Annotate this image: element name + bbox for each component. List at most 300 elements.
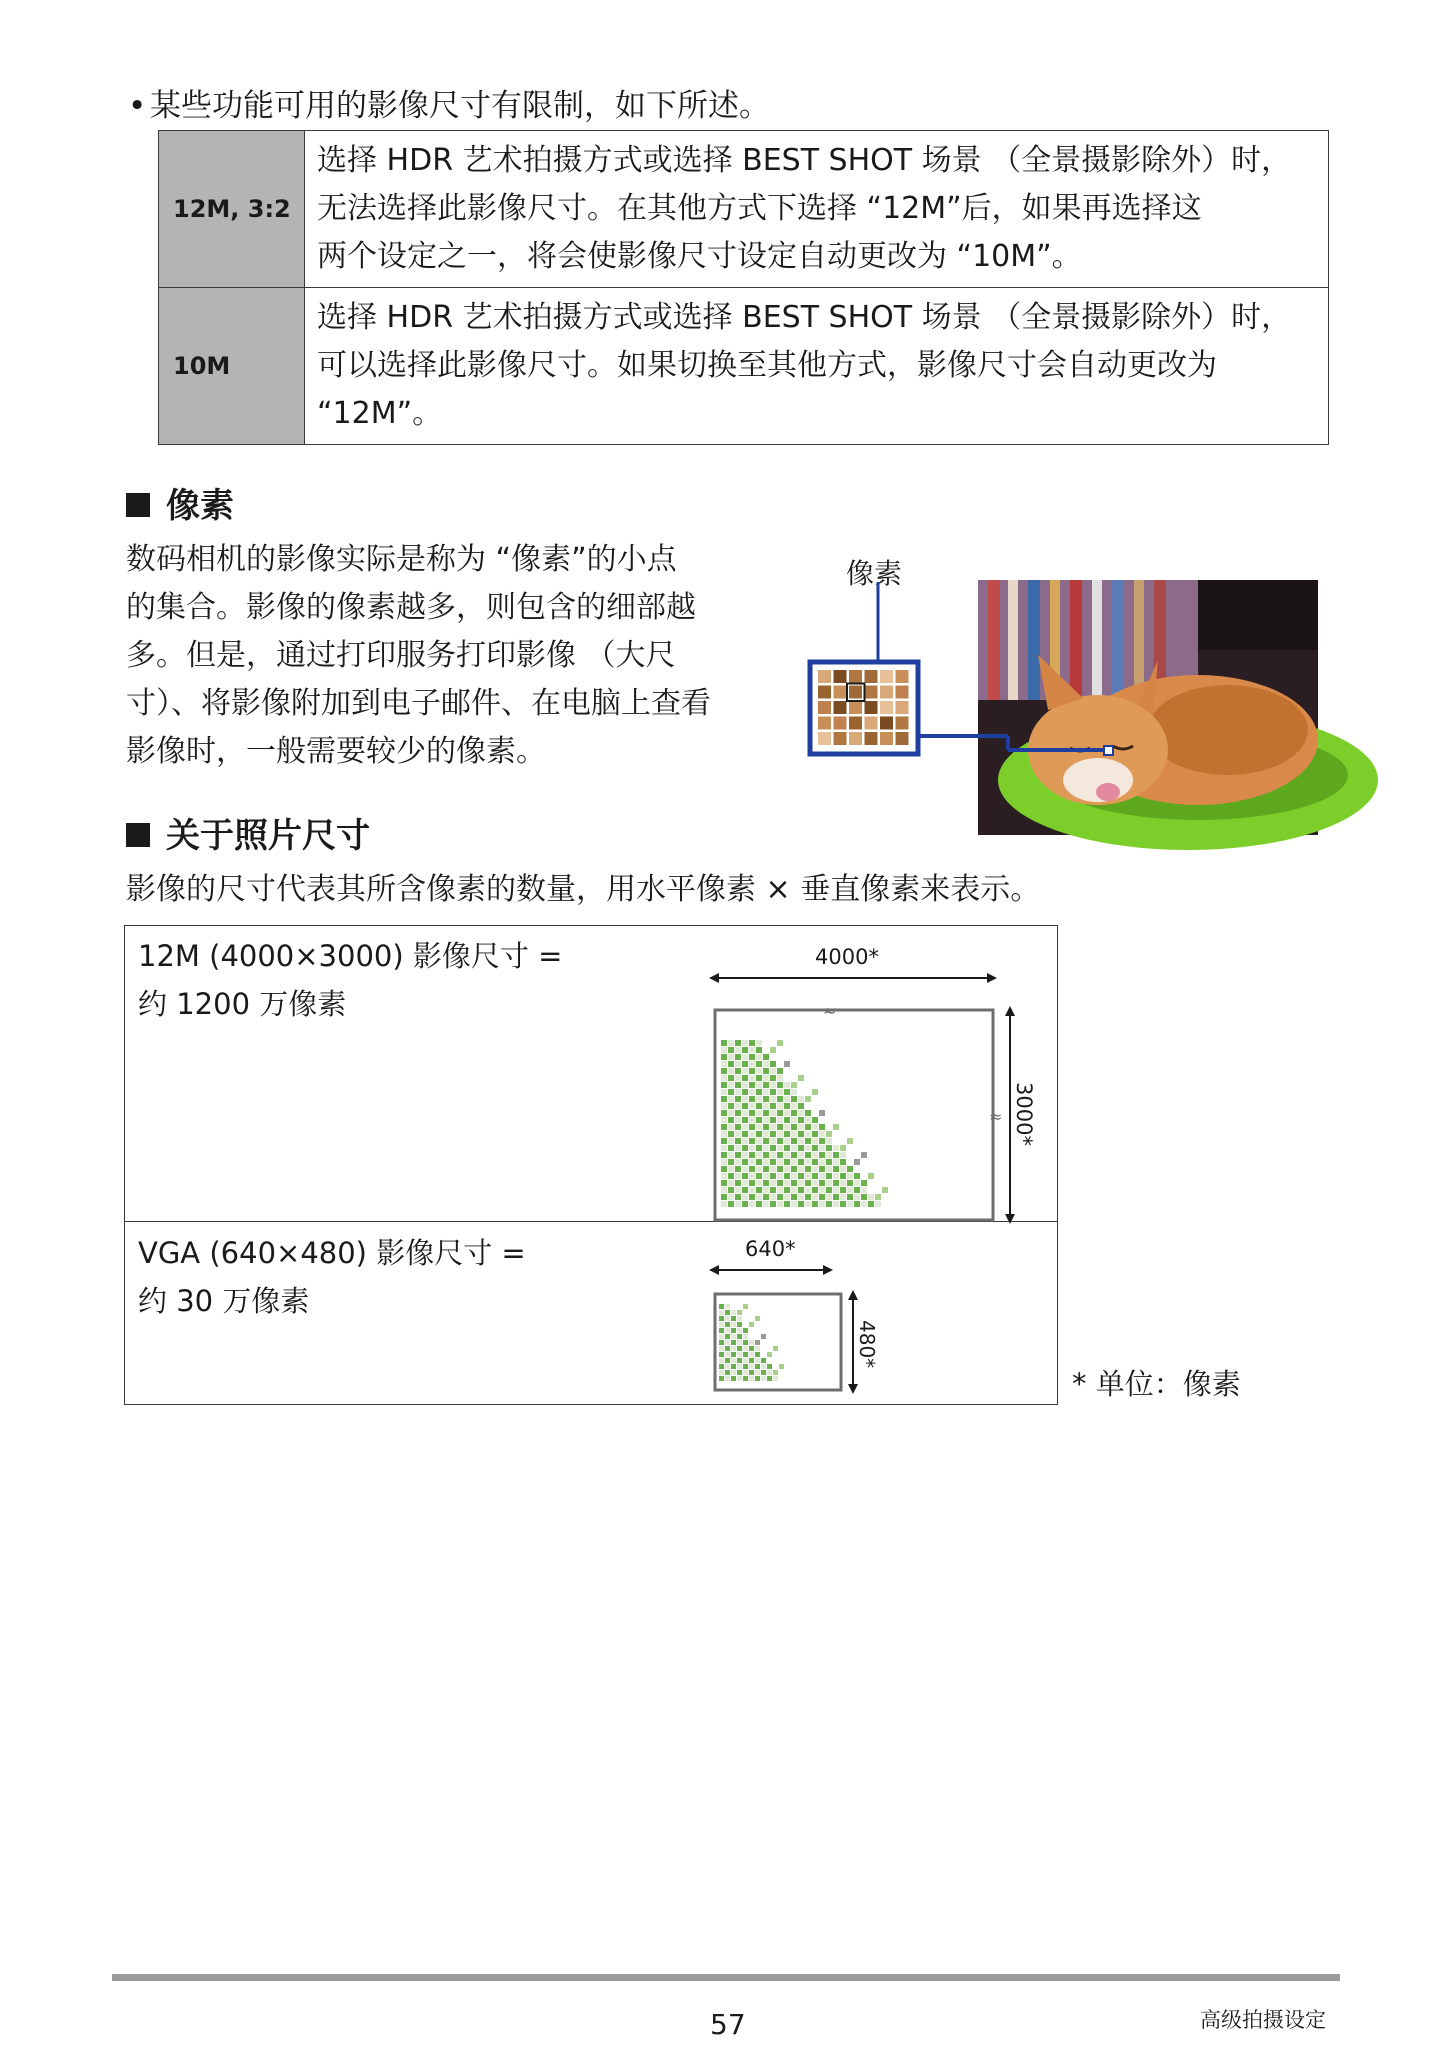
mosaic-cell — [763, 1173, 769, 1179]
mosaic-cell — [755, 1316, 760, 1321]
example-12m-text — [138, 932, 562, 1028]
pixel-cell — [818, 701, 831, 714]
pixel-cell — [849, 686, 862, 699]
mosaic-cell — [798, 1117, 804, 1123]
mosaic-cell — [742, 1110, 748, 1116]
mosaic-cell — [819, 1159, 825, 1165]
mosaic-cell — [721, 1089, 727, 1095]
mosaic-cell — [812, 1194, 818, 1200]
mosaic-cell — [743, 1358, 748, 1363]
mosaic-cell — [784, 1117, 790, 1123]
mosaic-cell — [735, 1145, 741, 1151]
mosaic-cell — [777, 1152, 783, 1158]
mosaic-cell — [770, 1047, 776, 1053]
mosaic-cell — [755, 1346, 760, 1351]
mosaic-cell — [721, 1110, 727, 1116]
mosaic-cell — [791, 1082, 797, 1088]
mosaic-cell — [798, 1103, 804, 1109]
pixel-cell — [849, 732, 862, 745]
pixel-cell — [896, 717, 909, 730]
mosaic-cell — [770, 1110, 776, 1116]
mosaic-cell — [819, 1194, 825, 1200]
pixel-cell — [834, 701, 847, 714]
mosaic-cell — [721, 1159, 727, 1165]
mosaic-cell — [833, 1159, 839, 1165]
mosaic-cell — [798, 1180, 804, 1186]
mosaic-cell — [749, 1096, 755, 1102]
mosaic-cell — [777, 1187, 783, 1193]
mosaic-cell — [854, 1187, 860, 1193]
mosaic-cell — [749, 1075, 755, 1081]
mosaic-cell — [756, 1180, 762, 1186]
mosaic-cell — [819, 1180, 825, 1186]
mosaic-cell — [728, 1047, 734, 1053]
mosaic-cell — [742, 1040, 748, 1046]
mosaic-cell — [749, 1054, 755, 1060]
mosaic-cell — [798, 1124, 804, 1130]
mosaic-cell — [805, 1110, 811, 1116]
mosaic-cell — [875, 1201, 881, 1207]
mosaic-cell — [731, 1310, 736, 1315]
mosaic-cell — [777, 1159, 783, 1165]
mosaic-cell — [728, 1110, 734, 1116]
mosaic-cell — [743, 1328, 748, 1333]
pixel-cell — [818, 670, 831, 683]
mosaic-cell — [840, 1187, 846, 1193]
break-mark-icon: ≈ — [823, 1001, 837, 1020]
mosaic-cell — [826, 1201, 832, 1207]
mosaic-cell — [749, 1201, 755, 1207]
mosaic-cell — [812, 1180, 818, 1186]
mosaic-cell — [770, 1166, 776, 1172]
mosaic-cell — [749, 1187, 755, 1193]
mosaic-cell — [725, 1316, 730, 1321]
mosaic-cell — [763, 1152, 769, 1158]
intro-bullet-line — [128, 84, 770, 128]
example-line: 12M (4000×3000) 影像尺寸 = — [138, 939, 563, 973]
mosaic-cell — [763, 1145, 769, 1151]
mosaic-cell — [761, 1364, 766, 1369]
pixel-cell — [834, 717, 847, 730]
mosaic-cell — [749, 1352, 754, 1357]
mosaic-cell — [728, 1117, 734, 1123]
mosaic-cell — [719, 1346, 724, 1351]
mosaic-cell — [875, 1194, 881, 1200]
mosaic-cell — [763, 1110, 769, 1116]
mosaic-cell — [735, 1047, 741, 1053]
mosaic-cell — [798, 1194, 804, 1200]
example-line: 约 1200 万像素 — [138, 987, 347, 1021]
pixel-cell — [880, 717, 893, 730]
mosaic-cell — [731, 1346, 736, 1351]
mosaic-cell — [756, 1068, 762, 1074]
mosaic-cell — [798, 1096, 804, 1102]
mosaic-cell — [742, 1096, 748, 1102]
mosaic-cell — [812, 1201, 818, 1207]
desc-line: 无法选择此影像尺寸。在其他方式下选择 “12M”后，如果再选择这 — [317, 191, 1202, 226]
mosaic-cell — [725, 1310, 730, 1315]
mosaic-cell — [833, 1180, 839, 1186]
footer-section-label: 高级拍摄设定 — [1200, 2008, 1326, 2032]
mosaic-cell — [749, 1138, 755, 1144]
mosaic-cell — [721, 1187, 727, 1193]
mosaic-cell — [777, 1082, 783, 1088]
mosaic-cell — [791, 1138, 797, 1144]
page-number: 57 — [710, 2008, 746, 2041]
pixel-diagram-label: 像素 — [846, 557, 903, 590]
mosaic-cell — [756, 1152, 762, 1158]
mosaic-cell — [719, 1304, 724, 1309]
mosaic-cell — [833, 1145, 839, 1151]
mosaic-cell — [833, 1166, 839, 1172]
mosaic-cell — [763, 1082, 769, 1088]
mosaic-cell — [826, 1131, 832, 1137]
desc-line: 可以选择此影像尺寸。如果切换至其他方式，影像尺寸会自动更改为 — [317, 348, 1217, 383]
bullet-icon: • — [128, 88, 147, 124]
mosaic-cell — [819, 1124, 825, 1130]
mosaic-cell — [763, 1054, 769, 1060]
mosaic-cell — [763, 1124, 769, 1130]
mosaic-cell — [742, 1054, 748, 1060]
mosaic-cell — [798, 1131, 804, 1137]
height-label: 3000* — [1012, 1082, 1036, 1146]
pixel-cell — [880, 732, 893, 745]
mosaic-cell — [728, 1166, 734, 1172]
pixel-cell — [849, 670, 862, 683]
mosaic-cell — [735, 1075, 741, 1081]
mosaic-cell — [805, 1201, 811, 1207]
mosaic-cell — [728, 1138, 734, 1144]
mosaic-cell — [767, 1364, 772, 1369]
mosaic-cell — [798, 1201, 804, 1207]
mosaic-cell — [756, 1103, 762, 1109]
mosaic-cell — [812, 1131, 818, 1137]
mosaic-cell — [840, 1166, 846, 1172]
mosaic-cell — [721, 1061, 727, 1067]
mosaic-cell — [798, 1110, 804, 1116]
mosaic-cell — [777, 1117, 783, 1123]
mosaic-cell — [847, 1173, 853, 1179]
mosaic-cell — [784, 1110, 790, 1116]
mosaic-cell — [805, 1138, 811, 1144]
mosaic-cell — [719, 1370, 724, 1375]
mosaic-cell — [725, 1340, 730, 1345]
mosaic-cell — [826, 1194, 832, 1200]
mosaic-cell — [719, 1322, 724, 1327]
mosaic-cell — [728, 1173, 734, 1179]
mosaic-cell — [812, 1145, 818, 1151]
mosaic-cell — [749, 1322, 754, 1327]
mosaic-cell — [805, 1117, 811, 1123]
mosaic-cell — [761, 1376, 766, 1381]
mosaic-cell — [784, 1131, 790, 1137]
mosaic-cell — [812, 1124, 818, 1130]
mosaic-cell — [812, 1117, 818, 1123]
mosaic-cell — [728, 1180, 734, 1186]
pixel-cell — [880, 686, 893, 699]
mosaic-cell — [728, 1159, 734, 1165]
mosaic-cell — [854, 1180, 860, 1186]
mosaic-cell — [756, 1124, 762, 1130]
mosaic-cell — [761, 1370, 766, 1375]
mosaic-cell — [756, 1194, 762, 1200]
mosaic-cell — [840, 1201, 846, 1207]
mosaic-cell — [805, 1152, 811, 1158]
mosaic-cell — [735, 1173, 741, 1179]
mosaic-cell — [728, 1040, 734, 1046]
mosaic-cell — [749, 1124, 755, 1130]
pixel-cell — [849, 701, 862, 714]
mosaic-cell — [719, 1358, 724, 1363]
mosaic-cell — [819, 1152, 825, 1158]
mosaic-cell — [798, 1187, 804, 1193]
mosaic-cell — [756, 1096, 762, 1102]
mosaic-cell — [749, 1110, 755, 1116]
mosaic-cell — [721, 1201, 727, 1207]
section-square-icon — [126, 823, 150, 847]
mosaic-cell — [755, 1364, 760, 1369]
mosaic-cell — [721, 1096, 727, 1102]
mosaic-cell — [770, 1068, 776, 1074]
mosaic-cell — [735, 1040, 741, 1046]
mosaic-cell — [763, 1166, 769, 1172]
mosaic-cell — [735, 1187, 741, 1193]
mosaic-cell — [847, 1201, 853, 1207]
mosaic-cell — [840, 1173, 846, 1179]
mosaic-cell — [826, 1166, 832, 1172]
mosaic-cell — [721, 1103, 727, 1109]
mosaic-cell — [791, 1103, 797, 1109]
desc-line: “12M”。 — [317, 396, 443, 431]
mosaic-cell — [798, 1173, 804, 1179]
mosaic-cell — [847, 1138, 853, 1144]
mosaic-cell — [749, 1180, 755, 1186]
mosaic-cell — [770, 1082, 776, 1088]
image-vga-diagram — [705, 1234, 905, 1414]
mosaic-cell — [805, 1173, 811, 1179]
mosaic-cell — [737, 1328, 742, 1333]
mosaic-cell — [798, 1075, 804, 1081]
mosaic-cell — [756, 1201, 762, 1207]
mosaic-cell — [791, 1173, 797, 1179]
mosaic-cell — [784, 1152, 790, 1158]
mosaic-cell — [735, 1061, 741, 1067]
mosaic-cell — [735, 1159, 741, 1165]
mosaic-cell — [749, 1068, 755, 1074]
mosaic-cell — [737, 1310, 742, 1315]
mosaic-cell — [784, 1061, 790, 1067]
mosaic-cell — [737, 1376, 742, 1381]
mosaic-cell — [735, 1054, 741, 1060]
mosaic-cell — [737, 1364, 742, 1369]
mosaic-cell — [847, 1166, 853, 1172]
mosaic-cell — [728, 1082, 734, 1088]
mosaic-cell — [735, 1110, 741, 1116]
mosaic-cell — [742, 1103, 748, 1109]
mosaic-cell — [756, 1166, 762, 1172]
mosaic-cell — [805, 1180, 811, 1186]
mosaic-cell — [770, 1131, 776, 1137]
mosaic-cell — [791, 1166, 797, 1172]
mosaic-cell — [763, 1068, 769, 1074]
mosaic-cell — [770, 1152, 776, 1158]
pixel-cell — [818, 686, 831, 699]
mosaic-cell — [749, 1364, 754, 1369]
pixel-cell — [896, 732, 909, 745]
mosaic-cell — [819, 1187, 825, 1193]
mosaic-cell — [798, 1152, 804, 1158]
desc-line: 选择 HDR 艺术拍摄方式或选择 BEST SHOT 场景 （全景摄影除外）时， — [317, 300, 1292, 335]
mosaic-cell — [756, 1082, 762, 1088]
mosaic-cell — [767, 1352, 772, 1357]
mosaic-cell — [731, 1376, 736, 1381]
mosaic-cell — [721, 1173, 727, 1179]
mosaic-cell — [777, 1201, 783, 1207]
pixel-cell — [865, 701, 878, 714]
pixels-title-text: 像素 — [166, 486, 234, 526]
mosaic-cell — [777, 1194, 783, 1200]
mosaic-cell — [819, 1131, 825, 1137]
width-label: 4000* — [815, 945, 879, 969]
mosaic-cell — [840, 1145, 846, 1151]
mosaic-cell — [784, 1187, 790, 1193]
mosaic-cell — [791, 1117, 797, 1123]
mosaic-cell — [770, 1194, 776, 1200]
mosaic-cell — [735, 1166, 741, 1172]
example-vga-text — [138, 1229, 526, 1325]
mosaic-cell — [756, 1117, 762, 1123]
mosaic-cell — [721, 1082, 727, 1088]
size-key-cell: 10M — [159, 288, 305, 445]
width-label: 640* — [745, 1237, 796, 1261]
mosaic-cell — [756, 1145, 762, 1151]
mosaic-cell — [784, 1173, 790, 1179]
unit-note: * 单位：像素 — [1072, 1367, 1241, 1401]
mosaic-cell — [773, 1346, 778, 1351]
mosaic-cell — [735, 1131, 741, 1137]
mosaic-cell — [742, 1131, 748, 1137]
mosaic-cell — [833, 1194, 839, 1200]
photo-size-section-title — [126, 808, 370, 857]
mosaic-cell — [812, 1159, 818, 1165]
mosaic-cell — [721, 1152, 727, 1158]
mosaic-cell — [784, 1089, 790, 1095]
mosaic-cell — [735, 1117, 741, 1123]
mosaic-cell — [847, 1180, 853, 1186]
para-line: 数码相机的影像实际是称为 “像素”的小点 — [126, 542, 677, 577]
mosaic-cell — [742, 1089, 748, 1095]
mosaic-cell — [812, 1166, 818, 1172]
photo-size-title-text: 关于照片尺寸 — [166, 816, 370, 856]
mosaic-cell — [737, 1340, 742, 1345]
mosaic-cell — [763, 1187, 769, 1193]
mosaic-cell — [791, 1124, 797, 1130]
mosaic-cell — [779, 1364, 784, 1369]
pixel-grid — [810, 662, 918, 754]
mosaic-cell — [735, 1103, 741, 1109]
mosaic-cell — [731, 1328, 736, 1333]
mosaic-cell — [805, 1187, 811, 1193]
mosaic-cell — [777, 1138, 783, 1144]
mosaic-cell — [749, 1047, 755, 1053]
mosaic-cell — [749, 1131, 755, 1137]
mosaic-cell — [791, 1145, 797, 1151]
mosaic-cell — [861, 1180, 867, 1186]
mosaic-cell — [812, 1173, 818, 1179]
mosaic-cell — [749, 1082, 755, 1088]
mosaic-cell — [756, 1040, 762, 1046]
pixel-cell — [818, 717, 831, 730]
example-line: 约 30 万像素 — [138, 1284, 310, 1318]
mosaic-cell — [784, 1138, 790, 1144]
mosaic-cell — [805, 1166, 811, 1172]
mosaic-cell — [812, 1138, 818, 1144]
para-line: 影像时，一般需要较少的像素。 — [126, 734, 546, 769]
mosaic-cell — [767, 1370, 772, 1375]
mosaic-cell — [826, 1180, 832, 1186]
mosaic-cell — [749, 1117, 755, 1123]
mosaic-cell — [777, 1096, 783, 1102]
mosaic-cell — [805, 1145, 811, 1151]
pixel-cell — [834, 732, 847, 745]
mosaic-cell — [728, 1089, 734, 1095]
mosaic-cell — [728, 1075, 734, 1081]
mosaic-cell — [719, 1328, 724, 1333]
mosaic-cell — [728, 1194, 734, 1200]
mosaic-cell — [742, 1166, 748, 1172]
mosaic-cell — [861, 1152, 867, 1158]
mosaic-cell — [749, 1340, 754, 1345]
mosaic-cell — [742, 1117, 748, 1123]
mosaic-cell — [791, 1187, 797, 1193]
mosaic-cell — [749, 1358, 754, 1363]
pixel-cell — [896, 670, 909, 683]
mosaic-cell — [791, 1096, 797, 1102]
mosaic-cell — [812, 1152, 818, 1158]
mosaic-cell — [784, 1159, 790, 1165]
mosaic-cell — [770, 1159, 776, 1165]
mosaic-cell — [731, 1352, 736, 1357]
mosaic-cell — [798, 1159, 804, 1165]
mosaic-cell — [819, 1145, 825, 1151]
mosaic-cell — [826, 1173, 832, 1179]
mosaic-cell — [742, 1201, 748, 1207]
mosaic-cell — [731, 1334, 736, 1339]
mosaic-cell — [721, 1054, 727, 1060]
mosaic-cell — [777, 1040, 783, 1046]
mosaic-cell — [805, 1131, 811, 1137]
mosaic-cell — [784, 1201, 790, 1207]
intro-text: 某些功能可用的影像尺寸有限制，如下所述。 — [150, 88, 770, 124]
pixels-paragraph — [126, 536, 786, 776]
mosaic-cell — [791, 1110, 797, 1116]
mosaic-cell — [805, 1124, 811, 1130]
mosaic-cell — [719, 1376, 724, 1381]
mosaic-cell — [770, 1089, 776, 1095]
mosaic-cell — [756, 1173, 762, 1179]
mosaic-cell — [742, 1159, 748, 1165]
mosaic-cell — [833, 1173, 839, 1179]
mosaic-cell — [743, 1352, 748, 1357]
mosaic-cell — [791, 1201, 797, 1207]
mosaic-cell — [784, 1124, 790, 1130]
mosaic-cell — [742, 1138, 748, 1144]
mosaic-cell — [791, 1152, 797, 1158]
size-desc-cell — [305, 131, 1329, 288]
mosaic-cell — [784, 1103, 790, 1109]
mosaic-cell — [882, 1187, 888, 1193]
mosaic-cell — [721, 1124, 727, 1130]
